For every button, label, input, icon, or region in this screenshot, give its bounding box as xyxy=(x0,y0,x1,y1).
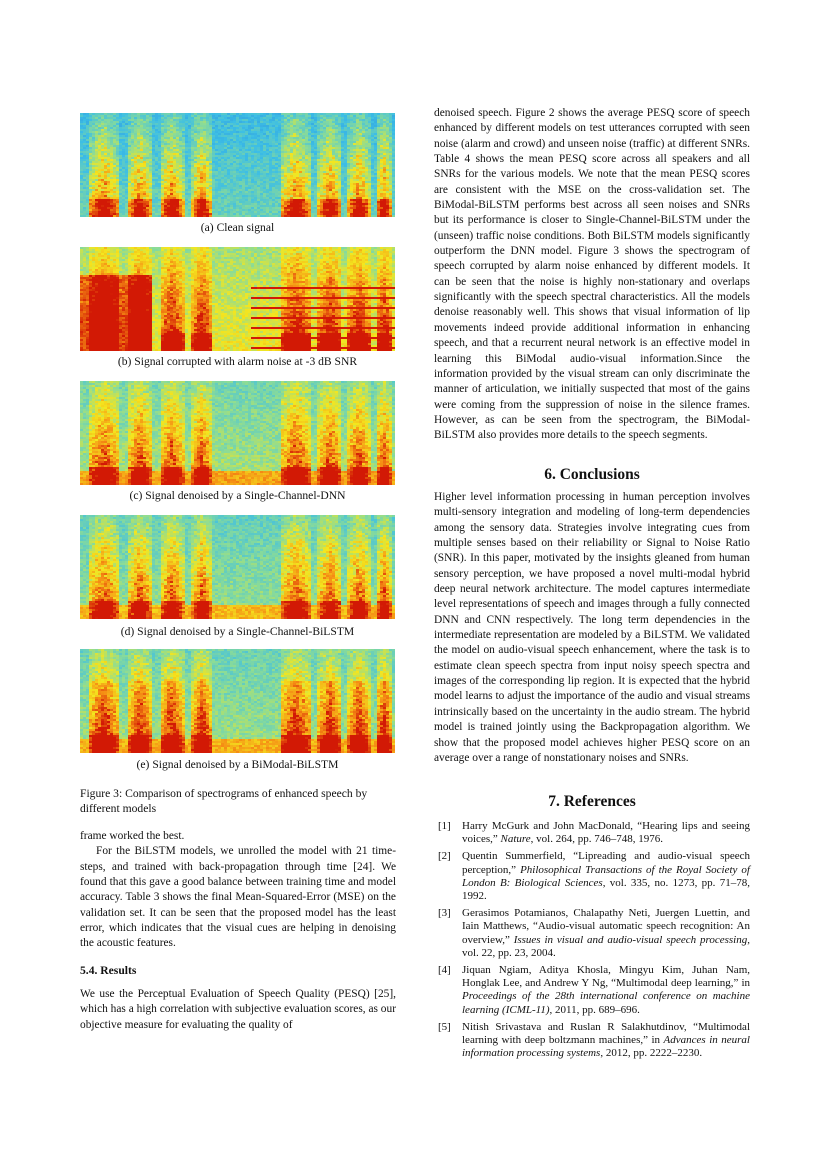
reference-venue: Issues in visual and audio-visual speech processing xyxy=(514,934,748,946)
spectrogram-single-bilstm xyxy=(80,515,395,619)
spectrogram-clean xyxy=(80,113,395,217)
reference-item xyxy=(438,850,750,903)
subcaption-e: (e) Signal denoised by a BiModal-BiLSTM xyxy=(80,758,395,772)
right-column-body xyxy=(434,106,750,444)
reference-venue: Philosophical Transactions of the Royal Society of London B: Biological Sciences xyxy=(462,864,750,889)
reference-text: Quentin Summerfield, “Lipreading and audio-visual speech perception,” xyxy=(462,850,750,875)
reference-number: [1] xyxy=(438,820,451,833)
left-column-results xyxy=(80,987,396,1033)
reference-details: , vol. 264, pp. 746–748, 1976. xyxy=(531,833,663,845)
spectrogram-dnn xyxy=(80,381,395,485)
spectrogram-bimodal-bilstm xyxy=(80,649,395,753)
subcaption-d: (d) Signal denoised by a Single-Channel-BiLSTM xyxy=(80,625,395,639)
reference-number: [3] xyxy=(438,907,451,920)
reference-number: [2] xyxy=(438,850,451,863)
reference-details: , vol. 335, no. 1273, pp. 71–78, 1992. xyxy=(462,877,750,902)
reference-venue: Advances in neural information processing systems xyxy=(462,1034,750,1059)
subcaption-c: (c) Signal denoised by a Single-Channel-DNN xyxy=(80,489,395,503)
reference-venue: Nature xyxy=(500,833,530,845)
left-column-body xyxy=(80,829,396,952)
reference-item xyxy=(438,907,750,960)
reference-list xyxy=(438,820,750,1064)
reference-item xyxy=(438,820,750,846)
reference-number: [5] xyxy=(438,1021,451,1034)
reference-item xyxy=(438,964,750,1017)
paragraph-frame: frame worked the best. xyxy=(80,829,396,844)
reference-text: Jiquan Ngiam, Aditya Khosla, Mingyu Kim, Juhan Nam, Honglak Lee, and Andrew Y Ng, “Multimodal deep learning,” in xyxy=(462,964,750,989)
conclusions-body xyxy=(434,490,750,766)
reference-text: Harry McGurk and John MacDonald, “Hearing lips and seeing voices,” xyxy=(462,820,750,845)
reference-details: , vol. 22, pp. 23, 2004. xyxy=(462,934,750,959)
subcaption-b: (b) Signal corrupted with alarm noise at -3 dB SNR xyxy=(80,355,395,369)
reference-details: , 2012, pp. 2222–2230. xyxy=(600,1047,702,1059)
paragraph-conclusions: Higher level information processing in human perception involves multi-sensory integration and modeling of long-term dependencies among the sensory data. Strategies involve integrating cues from multiple senses based on their reliability or Signal to Noise Ratio (SNR). In this paper, motivated by the insights gleaned from human sensory perception, we have proposed a novel multi-modal hybrid deep neural network architecture. The model captures intermediate level representations of speech and images through a fully connected DNN and CNN respectively. The long term dependencies in the intermediate representation are modeled by a BiLSTM. We validated the model on audio-visual speech enhancement, where the task is to estimate clean speech spectra from input noisy speech spectra and images of the corresponding lip region. It is expected that the hybrid model learns to adjust the importance of the audio and visual streams intrinsically based on the uncertainty in the audio stream. The hybrid model is trained jointly using the Backpropagation algorithm. We show that the proposed model achieves higher PESQ score on an average over a range of nonstationary noises and SNRs. xyxy=(434,490,750,766)
paragraph-pesq: We use the Perceptual Evaluation of Speech Quality (PESQ) [25], which has a high correlation with subjective evaluation scores, as our objective measure for evaluating the quality of xyxy=(80,987,396,1033)
paragraph-bilstm-training: For the BiLSTM models, we unrolled the model with 21 time-steps, and trained with back-propagation through time [24]. We found that this gave a good balance between training time and model accuracy. Table 3 shows the final Mean-Squared-Error (MSE) on the validation set. It can be seen that the proposed model has the least error, which indicates that the visual cues are helping in denoising the acoustic features. xyxy=(80,844,396,951)
section-heading-results: 5.4. Results xyxy=(80,964,136,977)
reference-item xyxy=(438,1021,750,1061)
reference-details: , 2011, pp. 689–696. xyxy=(549,1004,639,1016)
figure-caption: Figure 3: Comparison of spectrograms of enhanced speech by different models xyxy=(80,786,396,816)
reference-text: Gerasimos Potamianos, Chalapathy Neti, Juergen Luettin, and Iain Matthews, “Audio-visual automatic speech recognition: An overview,” xyxy=(462,907,750,945)
reference-number: [4] xyxy=(438,964,451,977)
subcaption-a: (a) Clean signal xyxy=(80,221,395,235)
section-heading-references: 7. References xyxy=(434,793,750,811)
spectrogram-noisy xyxy=(80,247,395,351)
paragraph-denoised-speech: denoised speech. Figure 2 shows the average PESQ score of speech enhanced by different models on test utterances corrupted with seen noise (alarm and crowd) and unseen noise (traffic) at different SNRs. Table 4 shows the mean PESQ score across all speakers and all SNRs for the various models. We note that the mean PESQ scores are consistent with the MSE on the cross-validation set. The BiModal-BiLSTM performs best across all seen noises and SNRs but its performance is closer to Single-Channel-BiLSTM under the (unseen) traffic noise conditions. Both BiLSTM models significantly outperform the DNN model. Figure 3 shows the spectrogram of speech corrupted by alarm noise enhanced by different models. It can be seen that the noise is highly non-stationary and overlaps significantly with the speech spectral characteristics. All the models denoise reasonably well. This shows that visual information of lip movements indeed provide additional information in enhancing speech, and that a recurrent neural network is an effective model in learning this BiModal audio-visual information.Since the information provided by the visual stream can only discriminate the manner of articulation, we initially suspected that most of the gains were coming from the suppression of noise in the silence frames. However, as can be seen from the spectrogram, the BiModal-BiLSTM also provides more details to the speech segments. xyxy=(434,106,750,444)
reference-text: Nitish Srivastava and Ruslan R Salakhutdinov, “Multimodal learning with deep boltzmann machines,” in xyxy=(462,1021,750,1046)
reference-venue: Proceedings of the 28th international conference on machine learning (ICML-11) xyxy=(462,990,750,1015)
section-heading-conclusions: 6. Conclusions xyxy=(434,466,750,484)
